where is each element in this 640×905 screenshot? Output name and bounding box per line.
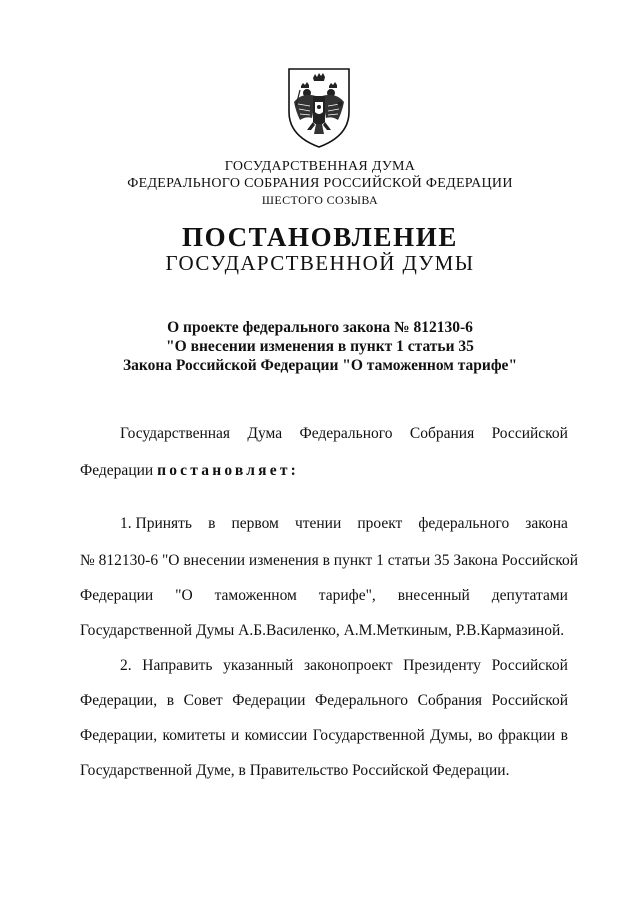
preamble-word: Государственная [120,425,231,442]
item-word: первом [231,515,279,532]
document-title: ПОСТАНОВЛЕНИЕ [182,222,458,252]
item-word: федерального [418,515,510,532]
item-word: Президенту [403,657,481,674]
preamble-word: Российской [491,425,568,442]
issuer-line-1: ГОСУДАРСТВЕННАЯ ДУМА [224,159,416,174]
preamble-word: Дума [247,425,283,442]
item-1-line-4: Государственной Думы А.Б.Василенко, А.М.Меткиным, Р.В.Кармазиной. [80,622,565,639]
item-word: Государственной [312,727,425,744]
item-word: 2. [120,657,132,674]
item-word: тарифе", [318,587,376,604]
convocation-line: ШЕСТОГО СОЗЫВА [261,193,379,207]
item-2-line-3 [80,726,568,746]
item-1-line-1 [120,514,568,534]
document-subtitle: ГОСУДАРСТВЕННОЙ ДУМЫ [165,251,475,275]
item-word: Российской [491,692,568,709]
item-word: Федерации, [80,727,158,744]
item-1-line-3 [80,586,568,606]
item-word: проект [357,515,403,532]
preamble-word: Федерального [299,425,393,442]
resolves-phrase: постановляет: [157,462,299,479]
item-word: таможенном [214,587,297,604]
preamble-line-2 [80,461,568,481]
item-2-line-1 [120,656,568,676]
item-word: Направить [142,657,213,674]
subject-line-2: "О внесении изменения в пункт 1 статьи 35 [166,338,474,355]
coat-of-arms-emblem [286,66,352,150]
item-word: указанный [223,657,294,674]
item-word: Федерации [80,587,154,604]
item-word: Федерации, [80,692,158,709]
item-word: законопроект [303,657,393,674]
item-word: чтении [294,515,342,532]
item-word: в [560,727,568,744]
item-word: в [166,692,175,709]
preamble-line-1 [120,424,568,444]
item-word: в [208,515,216,532]
item-word: 1. Принять [120,515,193,532]
subject-line-3: Закона Российской Федерации "О таможенном тарифе" [122,357,518,374]
item-word: Федерального [315,692,409,709]
item-word: Российской [491,657,568,674]
preamble-word: Собрания [409,425,475,442]
item-2-line-2 [80,691,568,711]
item-2-line-4: Государственной Думе, в Правительство Российской Федерации. [80,762,510,779]
subject-line-1: О проекте федерального закона № 812130-6 [167,319,473,336]
item-word: Думы, [430,727,473,744]
item-word: Собрания [417,692,482,709]
item-word: комитеты [162,727,226,744]
item-word: Совет [183,692,223,709]
item-1-line-2: № 812130-6 "О внесении изменения в пункт 1 статьи 35 Закона Российской [80,552,579,569]
item-word: внесенный [397,587,470,604]
issuer-line-2: ФЕДЕРАЛЬНОГО СОБРАНИЯ РОССИЙСКОЙ ФЕДЕРАЦИИ [127,176,513,191]
item-word: комиссии [244,727,308,744]
preamble-word: Федерации [80,462,154,479]
item-word: закона [525,515,568,532]
item-word: депутатами [491,587,568,604]
item-word: Федерации [232,692,306,709]
item-word: во [477,727,493,744]
item-word: фракции [498,727,556,744]
item-word: "О [175,587,193,604]
item-word: и [230,727,240,744]
